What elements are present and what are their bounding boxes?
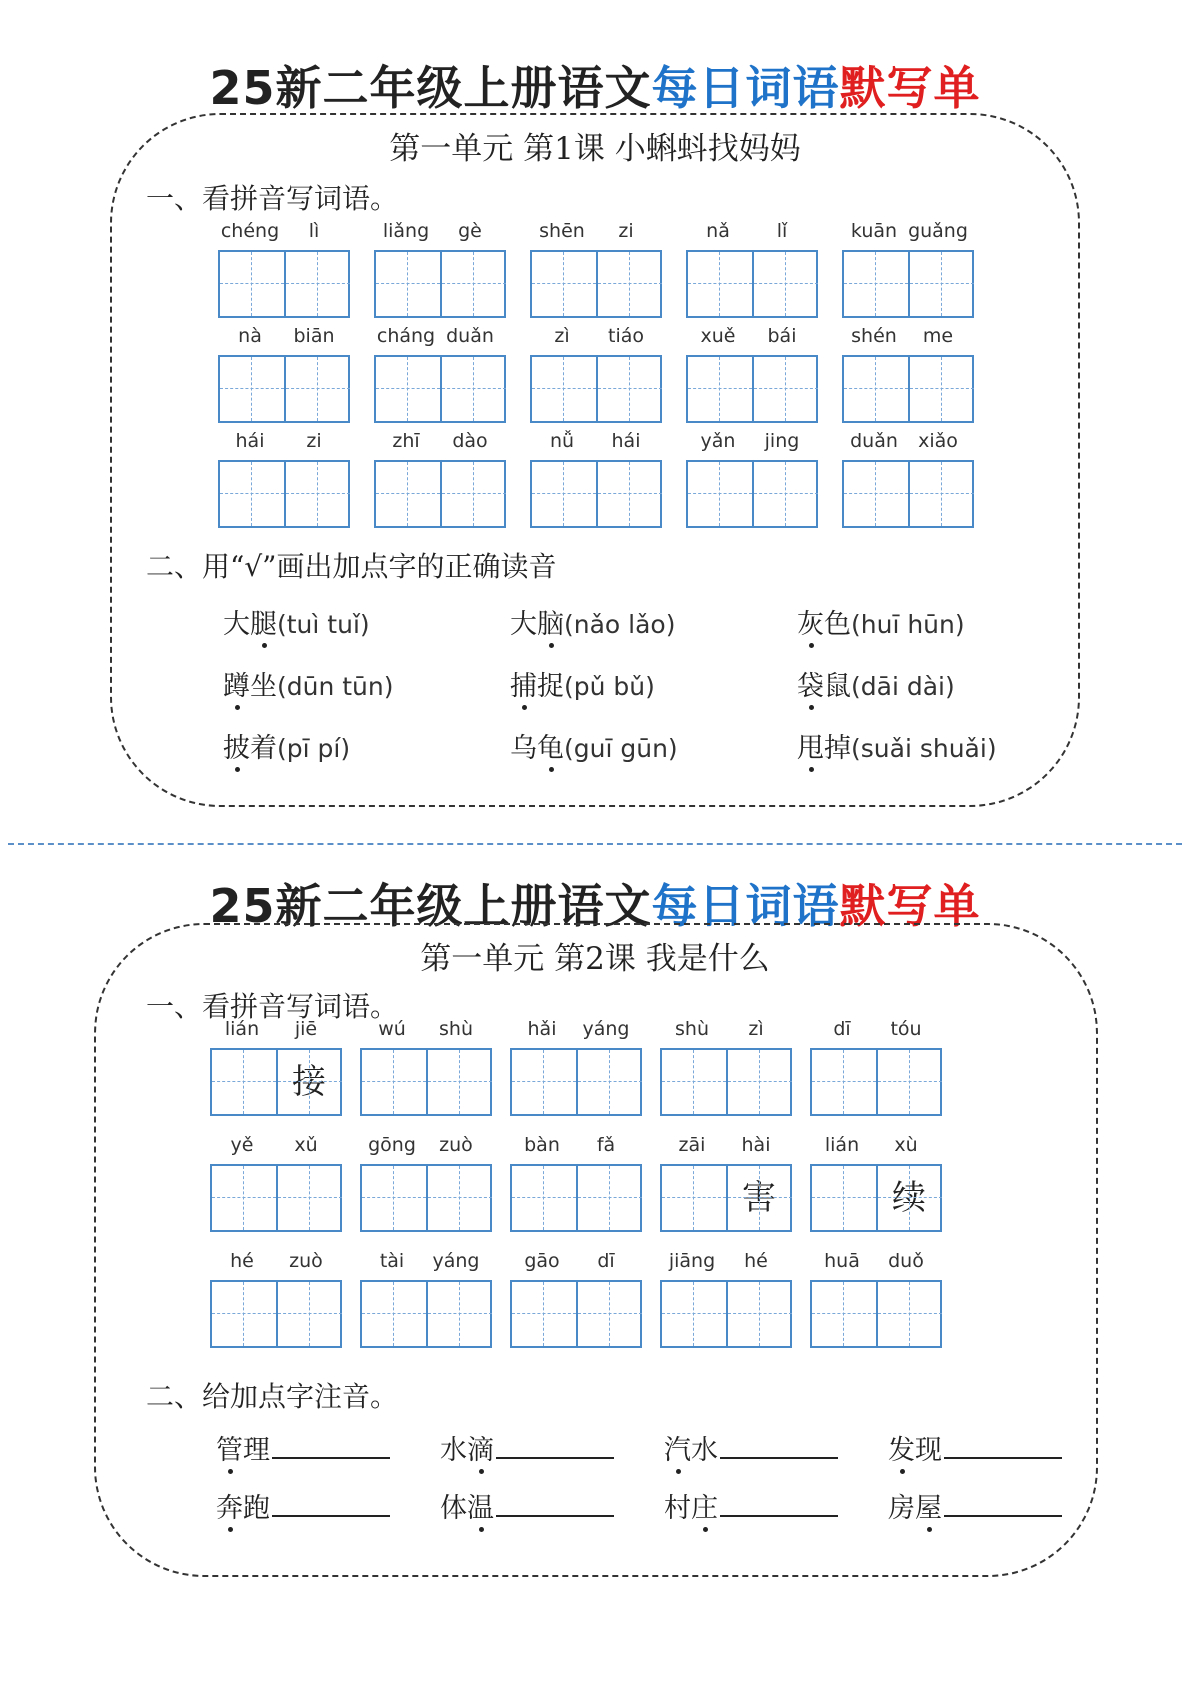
word-item: [210, 1018, 342, 1120]
tianzige-grid: [360, 1280, 492, 1348]
answer-blank[interactable]: [944, 1487, 1062, 1517]
character-cell[interactable]: [212, 1050, 276, 1114]
pinyin-label: gāo: [524, 1250, 560, 1272]
word-char: 甩: [797, 733, 824, 764]
character-cell[interactable]: [276, 1166, 340, 1230]
pinyin-label: shù: [439, 1018, 473, 1040]
pinyin-label: tài: [379, 1250, 405, 1272]
pinyin-label: huā: [824, 1250, 860, 1272]
pinyin-label: lián: [824, 1134, 860, 1156]
word-char: 色: [824, 609, 851, 640]
tianzige-grid: [218, 250, 350, 318]
tianzige-grid: [218, 355, 350, 423]
character-cell[interactable]: [532, 252, 596, 316]
word-item: [810, 1134, 942, 1236]
word-item: [374, 430, 506, 532]
word-item: [842, 220, 974, 322]
annotate-item: [664, 1486, 838, 1525]
word-char: 理: [243, 1435, 270, 1466]
title-red-part: 默写单: [839, 879, 981, 933]
pinyin-label: biān: [293, 325, 335, 347]
section-heading-write-words: 一、看拼音写词语。: [146, 990, 399, 1023]
word-char: 大: [223, 609, 250, 640]
tianzige-grid: [530, 355, 662, 423]
dotted-word: [510, 733, 564, 764]
pinyin-label: jing: [764, 430, 800, 452]
word-item: [218, 325, 350, 427]
annotate-item: [888, 1428, 1062, 1467]
character-cell[interactable]: [220, 462, 284, 526]
pinyin-label: hái: [235, 430, 265, 452]
character-cell[interactable]: [576, 1050, 640, 1114]
tianzige-grid: [686, 250, 818, 318]
word-char: 体: [440, 1493, 467, 1524]
pinyin-label: kuān: [850, 220, 898, 242]
pinyin-label: hài: [741, 1134, 771, 1156]
word-char: 水: [691, 1435, 718, 1466]
tianzige-grid: [810, 1280, 942, 1348]
word-item: [360, 1018, 492, 1120]
character-cell[interactable]: [440, 357, 504, 421]
character-cell[interactable]: [426, 1050, 490, 1114]
title-blue-part: 每日词语: [651, 61, 840, 115]
section-heading-annotate: 二、给加点字注音。: [146, 1380, 399, 1413]
pinyin-label: zi: [306, 430, 322, 452]
pinyin-options[interactable]: (pǔ bǔ): [564, 672, 655, 701]
dotted-word: [223, 609, 277, 640]
pinyin-label: zuò: [289, 1250, 323, 1272]
section-heading-choose-pronunciation: 二、用“√”画出加点字的正确读音: [146, 550, 557, 583]
pinyin-label: bái: [767, 325, 797, 347]
character-cell[interactable]: [908, 462, 972, 526]
character-cell[interactable]: [376, 462, 440, 526]
pinyin-label: xǔ: [294, 1134, 318, 1156]
word-item: [660, 1134, 792, 1236]
tianzige-grid: [686, 355, 818, 423]
tianzige-grid: [210, 1048, 342, 1116]
pinyin-label: hé: [230, 1250, 254, 1272]
dotted-word: [797, 609, 851, 640]
word-char: 跑: [243, 1493, 270, 1524]
tianzige-grid: [510, 1048, 642, 1116]
character-cell[interactable]: [726, 1282, 790, 1346]
pinyin-options[interactable]: (pī pí): [277, 734, 351, 763]
character-cell[interactable]: [844, 357, 908, 421]
character-cell[interactable]: [688, 357, 752, 421]
word-char: 房: [888, 1493, 915, 1524]
word-char: 蹲: [223, 671, 250, 702]
pinyin-label: hái: [611, 430, 641, 452]
word-item: [360, 1134, 492, 1236]
word-item: [374, 220, 506, 322]
pinyin-label: chéng: [220, 220, 280, 242]
pinyin-options[interactable]: (nǎo lǎo): [564, 610, 676, 639]
annotate-item: [664, 1428, 838, 1467]
character-cell[interactable]: [362, 1166, 426, 1230]
character-cell[interactable]: [532, 462, 596, 526]
character-cell[interactable]: [596, 252, 660, 316]
word-item: [218, 430, 350, 532]
pinyin-label: hǎi: [527, 1018, 557, 1040]
section-heading-write-words: 一、看拼音写词语。: [146, 182, 399, 215]
character-cell[interactable]: [512, 1050, 576, 1114]
character-cell[interactable]: [844, 252, 908, 316]
character-cell[interactable]: [212, 1166, 276, 1230]
pinyin-label: lián: [224, 1018, 260, 1040]
answer-blank[interactable]: [496, 1429, 614, 1459]
word-item: [686, 430, 818, 532]
worksheet-lesson-1: [0, 0, 1190, 830]
pinyin-label: liǎng: [382, 220, 430, 242]
character-cell[interactable]: [376, 357, 440, 421]
character-cell[interactable]: [512, 1166, 576, 1230]
character-cell[interactable]: [212, 1282, 276, 1346]
character-cell[interactable]: [512, 1282, 576, 1346]
tianzige-grid: [660, 1164, 792, 1232]
word-char: 温: [467, 1493, 494, 1524]
character-cell[interactable]: [284, 462, 348, 526]
pinyin-label: duǎn: [850, 430, 898, 452]
pinyin-label: zì: [554, 325, 570, 347]
pronunciation-choice: [797, 602, 965, 641]
pinyin-label: yǎn: [700, 430, 736, 452]
word-char: 坐: [250, 671, 277, 702]
word-char: 腿: [250, 609, 277, 640]
lesson-subtitle: 第一单元 第2课 我是什么: [420, 941, 770, 977]
tianzige-grid: [810, 1164, 942, 1232]
character-cell[interactable]: [284, 357, 348, 421]
dotted-word: [223, 733, 277, 764]
pinyin-label: wú: [378, 1018, 406, 1040]
title-black-part: 25新二年级上册语文: [209, 879, 652, 933]
character-cell[interactable]: [726, 1050, 790, 1114]
answer-blank[interactable]: [272, 1487, 390, 1517]
pinyin-label: dī: [597, 1250, 615, 1272]
word-char: 着: [250, 733, 277, 764]
character-cell[interactable]: [220, 357, 284, 421]
dotted-word: [510, 671, 564, 702]
character-cell[interactable]: [376, 252, 440, 316]
character-cell[interactable]: [220, 252, 284, 316]
dotted-word: [223, 671, 277, 702]
pinyin-label: tóu: [890, 1018, 922, 1040]
tianzige-grid: [374, 460, 506, 528]
word-char: 乌: [510, 733, 537, 764]
pinyin-label: fǎ: [596, 1134, 616, 1156]
pinyin-label: lì: [308, 220, 320, 242]
character-cell[interactable]: [876, 1282, 940, 1346]
pinyin-options[interactable]: (dāi dài): [851, 672, 955, 701]
tianzige-grid: [660, 1280, 792, 1348]
character-cell[interactable]: [576, 1166, 640, 1230]
pronunciation-choice: [797, 726, 997, 765]
pinyin-label: dào: [452, 430, 488, 452]
word-item: [810, 1018, 942, 1120]
tianzige-grid: [842, 355, 974, 423]
answer-blank[interactable]: [496, 1487, 614, 1517]
pinyin-label: gōng: [368, 1134, 416, 1156]
pinyin-options[interactable]: (suǎi shuǎi): [851, 734, 997, 763]
pinyin-options[interactable]: (tuì tuǐ): [277, 610, 370, 639]
pinyin-label: xù: [894, 1134, 918, 1156]
character-cell[interactable]: [662, 1166, 726, 1230]
word-item: [842, 325, 974, 427]
tianzige-grid: [842, 460, 974, 528]
word-item: [660, 1250, 792, 1352]
tianzige-grid: [374, 355, 506, 423]
pinyin-label: yáng: [432, 1250, 480, 1272]
tianzige-grid: [530, 250, 662, 318]
pinyin-label: jiē: [294, 1018, 318, 1040]
title-black-part: 25新二年级上册语文: [209, 61, 652, 115]
tianzige-grid: [360, 1164, 492, 1232]
character-cell[interactable]: [844, 462, 908, 526]
word-item: [530, 325, 662, 427]
character-cell[interactable]: [662, 1282, 726, 1346]
tianzige-grid: [686, 460, 818, 528]
character-cell[interactable]: [908, 252, 972, 316]
word-char: 滴: [467, 1435, 494, 1466]
character-cell[interactable]: [812, 1166, 876, 1230]
dotted-word: [797, 671, 851, 702]
annotate-item: [440, 1486, 614, 1525]
word-item: [660, 1018, 792, 1120]
title-red-part: 默写单: [839, 61, 981, 115]
word-item: [530, 430, 662, 532]
character-cell[interactable]: [596, 357, 660, 421]
tianzige-grid: [210, 1164, 342, 1232]
character-cell[interactable]: [284, 252, 348, 316]
character-cell[interactable]: [362, 1050, 426, 1114]
answer-blank[interactable]: [944, 1429, 1062, 1459]
dotted-word: [797, 733, 851, 764]
pinyin-label: xiǎo: [918, 430, 958, 452]
character-cell[interactable]: [752, 462, 816, 526]
character-cell[interactable]: [876, 1050, 940, 1114]
word-char: 村: [664, 1493, 691, 1524]
pronunciation-choice: [797, 664, 955, 703]
pronunciation-choice: [223, 726, 350, 765]
word-char: 发: [888, 1435, 915, 1466]
word-char: 龟: [537, 733, 564, 764]
character-cell[interactable]: 害: [726, 1166, 790, 1230]
word-item: [210, 1250, 342, 1352]
character-cell[interactable]: 接: [276, 1050, 340, 1114]
character-cell[interactable]: [812, 1282, 876, 1346]
answer-blank[interactable]: [272, 1429, 390, 1459]
pinyin-label: lǐ: [776, 220, 788, 242]
annotate-item: [440, 1428, 614, 1467]
character-cell[interactable]: [426, 1166, 490, 1230]
pinyin-options[interactable]: (guī gūn): [564, 734, 678, 763]
tianzige-grid: [510, 1280, 642, 1348]
character-cell[interactable]: [752, 252, 816, 316]
tianzige-grid: [530, 460, 662, 528]
word-item: [686, 220, 818, 322]
pinyin-label: nà: [238, 325, 262, 347]
word-char: 披: [223, 733, 250, 764]
word-item: [510, 1250, 642, 1352]
word-item: [218, 220, 350, 322]
character-cell[interactable]: [812, 1050, 876, 1114]
annotate-item: [888, 1486, 1062, 1525]
character-cell[interactable]: [362, 1282, 426, 1346]
character-cell[interactable]: [440, 252, 504, 316]
pronunciation-choice: [510, 664, 655, 703]
pinyin-label: zi: [618, 220, 634, 242]
annotate-item: [216, 1486, 390, 1525]
character-cell[interactable]: [440, 462, 504, 526]
pinyin-label: bàn: [524, 1134, 560, 1156]
tianzige-grid: [360, 1048, 492, 1116]
pronunciation-choice: [510, 602, 675, 641]
worksheet-title: [0, 52, 1190, 118]
pinyin-label: shēn: [539, 220, 585, 242]
word-char: 灰: [797, 609, 824, 640]
pinyin-label: tiáo: [608, 325, 644, 347]
pinyin-label: shù: [675, 1018, 709, 1040]
character-cell[interactable]: [596, 462, 660, 526]
word-item: [842, 430, 974, 532]
pinyin-label: jiāng: [668, 1250, 716, 1272]
tianzige-grid: [842, 250, 974, 318]
word-char: 捕: [510, 671, 537, 702]
word-char: 掉: [824, 733, 851, 764]
character-cell[interactable]: [908, 357, 972, 421]
tianzige-grid: [374, 250, 506, 318]
character-cell[interactable]: [752, 357, 816, 421]
word-item: [686, 325, 818, 427]
tianzige-grid: [660, 1048, 792, 1116]
word-char: 管: [216, 1435, 243, 1466]
pinyin-label: nǚ: [549, 430, 575, 452]
pronunciation-choice: [510, 726, 678, 765]
word-char: 屋: [915, 1493, 942, 1524]
tianzige-grid: [510, 1164, 642, 1232]
title-blue-part: 每日词语: [651, 879, 840, 933]
pinyin-label: guǎng: [908, 220, 968, 242]
word-item: [510, 1134, 642, 1236]
word-char: 大: [510, 609, 537, 640]
word-char: 脑: [537, 609, 564, 640]
pinyin-label: zuò: [439, 1134, 473, 1156]
tianzige-grid: [810, 1048, 942, 1116]
lesson-subtitle: 第一单元 第1课 小蝌蚪找妈妈: [389, 131, 801, 167]
character-cell[interactable]: [688, 252, 752, 316]
pronunciation-choice: [223, 664, 394, 703]
word-item: [374, 325, 506, 427]
word-char: 鼠: [824, 671, 851, 702]
word-item: [530, 220, 662, 322]
answer-blank[interactable]: [720, 1487, 838, 1517]
tianzige-grid: [218, 460, 350, 528]
word-char: 捉: [537, 671, 564, 702]
pinyin-label: yáng: [582, 1018, 630, 1040]
pinyin-label: dī: [833, 1018, 851, 1040]
word-char: 汽: [664, 1435, 691, 1466]
character-cell[interactable]: [688, 462, 752, 526]
word-char: 现: [915, 1435, 942, 1466]
worksheet-lesson-2: [0, 840, 1190, 1670]
pinyin-label: hé: [744, 1250, 768, 1272]
pinyin-label: gè: [458, 220, 482, 242]
pinyin-label: zì: [748, 1018, 764, 1040]
pinyin-label: duǎn: [446, 325, 494, 347]
dotted-word: [510, 609, 564, 640]
pinyin-label: me: [922, 325, 954, 347]
word-char: 水: [440, 1435, 467, 1466]
word-item: [510, 1018, 642, 1120]
character-cell[interactable]: [532, 357, 596, 421]
word-char: 庄: [691, 1493, 718, 1524]
tianzige-grid: [210, 1280, 342, 1348]
pinyin-label: duǒ: [888, 1250, 924, 1272]
pinyin-options[interactable]: (dūn tūn): [277, 672, 394, 701]
character-cell[interactable]: 续: [876, 1166, 940, 1230]
pinyin-label: zhī: [392, 430, 420, 452]
character-cell[interactable]: [662, 1050, 726, 1114]
pinyin-label: xuě: [700, 325, 736, 347]
word-item: [360, 1250, 492, 1352]
answer-blank[interactable]: [720, 1429, 838, 1459]
character-cell[interactable]: [426, 1282, 490, 1346]
word-item: [210, 1134, 342, 1236]
pinyin-label: shén: [851, 325, 897, 347]
character-cell[interactable]: [576, 1282, 640, 1346]
pinyin-label: nǎ: [706, 220, 730, 242]
word-char: 奔: [216, 1493, 243, 1524]
word-item: [810, 1250, 942, 1352]
pinyin-options[interactable]: (huī hūn): [851, 610, 965, 639]
pinyin-label: cháng: [376, 325, 436, 347]
pinyin-label: yě: [230, 1134, 254, 1156]
pinyin-label: zāi: [678, 1134, 706, 1156]
pronunciation-choice: [223, 602, 370, 641]
word-char: 袋: [797, 671, 824, 702]
annotate-item: [216, 1428, 390, 1467]
character-cell[interactable]: [276, 1282, 340, 1346]
